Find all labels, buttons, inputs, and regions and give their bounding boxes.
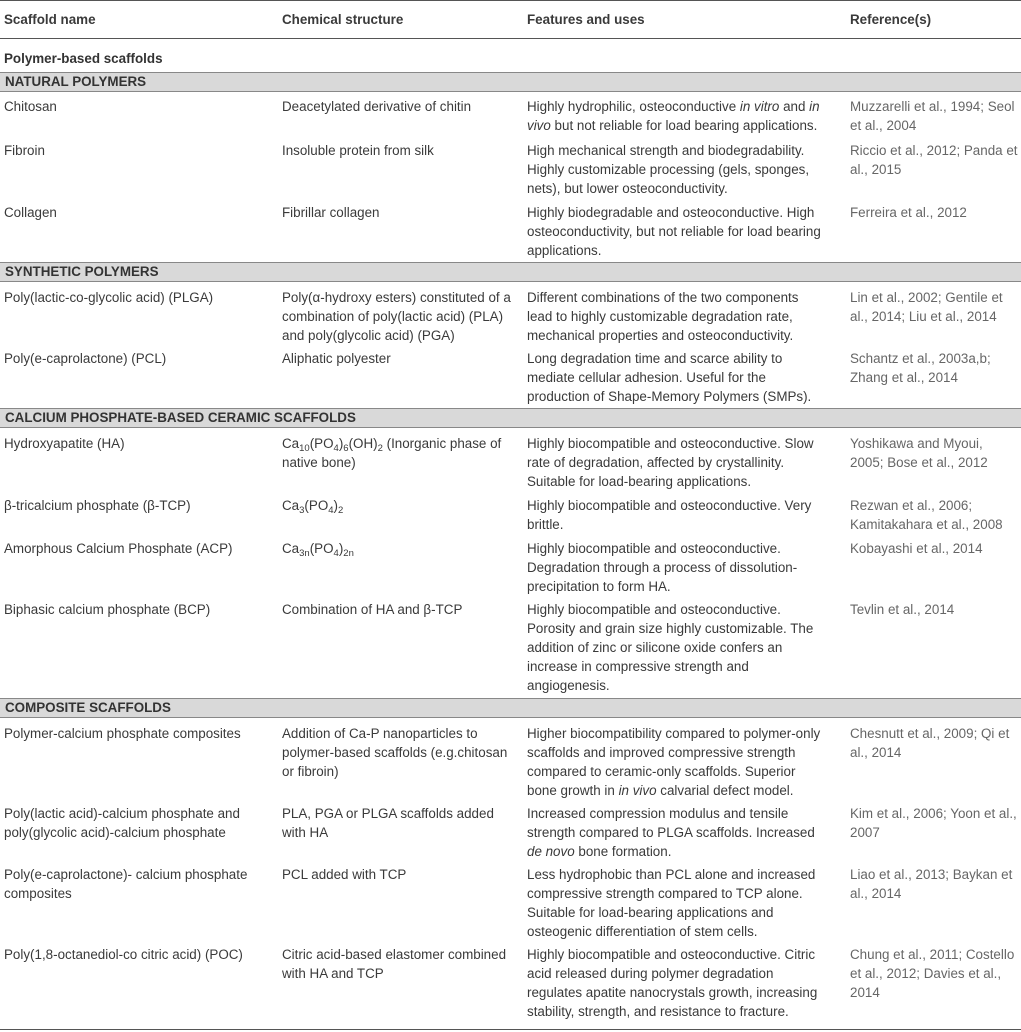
chemical-structure: Poly(α-hydroxy esters) constituted of a combination of poly(lactic acid) (PLA) and poly(glycolic acid) (PGA) xyxy=(282,290,511,343)
references: Kobayashi et al., 2014 xyxy=(850,541,983,556)
references: Riccio et al., 2012; Panda et al., 2015 xyxy=(850,143,1018,177)
chemical-structure: PCL added with TCP xyxy=(282,867,407,882)
scaffold-name: Poly(1,8-octanediol-co citric acid) (POC) xyxy=(4,947,243,962)
features: Different combinations of the two components lead to highly customizable degradation rate, mechanical properties and osteoconductivity. xyxy=(527,290,799,343)
scaffold-name: Chitosan xyxy=(4,99,57,114)
scaffold-name: Fibroin xyxy=(4,143,45,158)
references: Kim et al., 2006; Yoon et al., 2007 xyxy=(850,806,1017,840)
features: Highly biocompatible and osteoconductive. Slow rate of degradation, affected by crystallinity. Suitable for load-bearing applications. xyxy=(527,436,814,489)
header-references: Reference(s) xyxy=(850,12,932,27)
features: Highly biodegradable and osteoconductive. High osteoconductivity, but not reliable for load bearing applications. xyxy=(527,205,821,258)
references: Yoshikawa and Myoui, 2005; Bose et al., 2012 xyxy=(850,436,988,470)
scaffold-name: Hydroxyapatite (HA) xyxy=(4,436,125,451)
features: Increased compression modulus and tensile strength compared to PLGA scaffolds. Increased de novo bone formation. xyxy=(527,806,815,859)
section-calcium-phosphate: CALCIUM PHOSPHATE-BASED CERAMIC SCAFFOLDS xyxy=(0,408,1021,428)
header-scaffold-name: Scaffold name xyxy=(4,12,96,27)
chemical-structure: $Ca_{10}(PO_4)_6(OH)_2$ (Inorganic phase of native bone) xyxy=(282,436,502,470)
features: Highly biocompatible and osteoconductive. Porosity and grain size highly customizable. The addition of zinc or silicone oxide confers an increase in compressive strength and angiogenesis. xyxy=(527,602,814,693)
header-rule xyxy=(0,38,1021,39)
scaffold-name: Polymer-calcium phosphate composites xyxy=(4,726,241,741)
scaffold-name: Biphasic calcium phosphate (BCP) xyxy=(4,602,211,617)
scaffold-name: Poly(lactic acid)-calcium phosphate and poly(glycolic acid)-calcium phosphate xyxy=(4,806,240,840)
section-natural-polymers: NATURAL POLYMERS xyxy=(0,72,1021,92)
features: Highly biocompatible and osteoconductive. Very brittle. xyxy=(527,498,812,532)
chemical-structure: PLA, PGA or PLGA scaffolds added with HA xyxy=(282,806,494,840)
scaffold-name: Poly(e-caprolactone) (PCL) xyxy=(4,351,167,366)
chemical-structure: Insoluble protein from silk xyxy=(282,143,434,158)
chemical-structure: Fibrillar collagen xyxy=(282,205,380,220)
header-features: Features and uses xyxy=(527,12,645,27)
references: Rezwan et al., 2006; Kamitakahara et al., 2008 xyxy=(850,498,1003,532)
top-rule xyxy=(0,0,1021,1)
chemical-structure: Combination of HA and β-TCP xyxy=(282,602,463,617)
section-synthetic-polymers: SYNTHETIC POLYMERS xyxy=(0,262,1021,282)
features: Highly biocompatible and osteoconductive. Degradation through a process of dissolution-precipitation to form HA. xyxy=(527,541,798,594)
scaffold-name: Poly(lactic-co-glycolic acid) (PLGA) xyxy=(4,290,214,305)
features: High mechanical strength and biodegradability. Highly customizable processing (gels, sponges, nets), but lower osteoconductivity. xyxy=(527,143,810,196)
section-composite-scaffolds: COMPOSITE SCAFFOLDS xyxy=(0,698,1021,718)
chemical-structure: Aliphatic polyester xyxy=(282,351,391,366)
features: Highly biocompatible and osteoconductive. Citric acid released during polymer degradation regulates apatite nanocrystals growth, increasing stability, strength, and resistance to fracture. xyxy=(527,947,818,1019)
references: Chung et al., 2011; Costello et al., 2012; Davies et al., 2014 xyxy=(850,947,1015,1000)
references: Liao et al., 2013; Baykan et al., 2014 xyxy=(850,867,1013,901)
features: Long degradation time and scarce ability to mediate cellular adhesion. Useful for the production of Shape-Memory Polymers (SMPs). xyxy=(527,351,812,404)
scaffold-name: Collagen xyxy=(4,205,57,220)
chemical-structure: Deacetylated derivative of chitin xyxy=(282,99,472,114)
features: Higher biocompatibility compared to polymer-only scaffolds and improved compressive strength compared to ceramic-only scaffolds. Superior bone growth in in vivo calvarial defect model. xyxy=(527,726,821,798)
header-chemical-structure: Chemical structure xyxy=(282,12,404,27)
chemical-structure: Citric acid-based elastomer combined with HA and TCP xyxy=(282,947,507,981)
features: Less hydrophobic than PCL alone and increased compressive strength compared to TCP alone. Suitable for load-bearing applications and osteogenic differentiation of stem cells. xyxy=(527,867,816,939)
references: Lin et al., 2002; Gentile et al., 2014; Liu et al., 2014 xyxy=(850,290,1003,324)
references: Tevlin et al., 2014 xyxy=(850,602,955,617)
group-heading: Polymer-based scaffolds xyxy=(4,51,163,66)
features: Highly hydrophilic, osteoconductive in vitro and in vivo but not reliable for load bearing applications. xyxy=(527,99,820,133)
references: Muzzarelli et al., 1994; Seol et al., 2004 xyxy=(850,99,1015,133)
references: Schantz et al., 2003a,b; Zhang et al., 2014 xyxy=(850,351,991,385)
scaffold-name: β-tricalcium phosphate (β-TCP) xyxy=(4,498,191,513)
bottom-rule xyxy=(0,1029,1021,1030)
chemical-structure: $Ca_{3n}(PO_4)_{2n}$ xyxy=(282,541,354,559)
references: Chesnutt et al., 2009; Qi et al., 2014 xyxy=(850,726,1010,760)
scaffold-name: Poly(e-caprolactone)- calcium phosphate composites xyxy=(4,867,248,901)
chemical-structure: $Ca_3(PO_4)_2$ xyxy=(282,498,344,516)
chemical-structure: Addition of Ca-P nanoparticles to polymer-based scaffolds (e.g.chitosan or fibroin) xyxy=(282,726,508,779)
scaffold-name: Amorphous Calcium Phosphate (ACP) xyxy=(4,541,233,556)
references: Ferreira et al., 2012 xyxy=(850,205,967,220)
